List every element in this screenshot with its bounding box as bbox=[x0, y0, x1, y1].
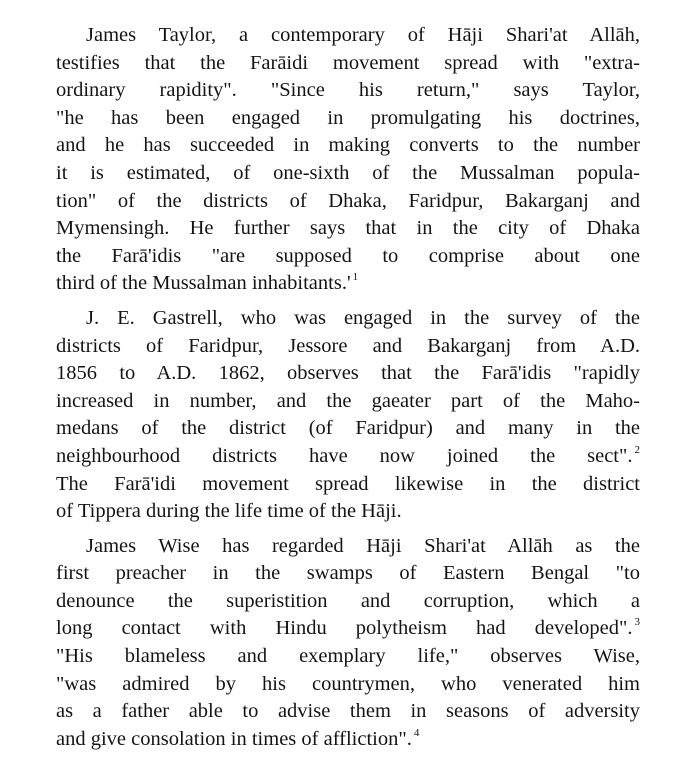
book-page-text bbox=[56, 22, 640, 760]
text-line: medans of the district (of Faridpur) and many in the bbox=[56, 417, 640, 440]
text-line: The Farā'idi movement spread likewise in the district bbox=[56, 472, 640, 495]
text-line bbox=[56, 615, 640, 643]
text-line bbox=[56, 270, 640, 298]
line-text: third of the Mussalman inhabitants.' bbox=[56, 272, 351, 295]
text-line bbox=[56, 443, 640, 471]
text-line: the Farā'idis "are supposed to comprise about one bbox=[56, 244, 640, 267]
text-line: "was admired by his countrymen, who venerated him bbox=[56, 672, 640, 695]
text-line: it is estimated, of one-sixth of the Mussalman popula- bbox=[56, 161, 640, 184]
text-line: ordinary rapidity". "Since his return," says Taylor, bbox=[56, 79, 640, 102]
text-line bbox=[56, 726, 640, 754]
text-line: of Tippera during the life time of the Hāji. bbox=[56, 500, 402, 523]
text-line: 1856 to A.D. 1862, observes that the Farā'idis "rapidly bbox=[56, 362, 640, 385]
footnote-marker: 2 bbox=[634, 443, 640, 456]
paragraph-wise bbox=[56, 533, 640, 754]
text-line: testifies that the Farāidi movement spread with "extra- bbox=[56, 51, 640, 74]
line-text: long contact with Hindu polytheism had developed". bbox=[56, 617, 633, 640]
text-line: denounce the superistition and corruption, which a bbox=[56, 589, 640, 612]
text-line: "His blameless and exemplary life," observes Wise, bbox=[56, 645, 640, 668]
text-line: and he has succeeded in making converts to the number bbox=[56, 134, 640, 157]
text-line: James Wise has regarded Hāji Shari'at Allāh as the bbox=[86, 534, 640, 557]
footnote-marker: 4 bbox=[413, 726, 420, 739]
paragraph-taylor bbox=[56, 22, 640, 298]
text-line: J. E. Gastrell, who was engaged in the survey of the bbox=[86, 306, 640, 329]
text-line: first preacher in the swamps of Eastern Bengal "to bbox=[56, 562, 640, 585]
text-line: Mymensingh. He further says that in the city of Dhaka bbox=[56, 217, 640, 240]
line-text: neighbourhood districts have now joined the sect". bbox=[56, 444, 633, 467]
paragraph-gastrell bbox=[56, 305, 640, 526]
text-line: increased in number, and the gaeater part of the Maho- bbox=[56, 389, 640, 412]
text-line: as a father able to advise them in seasons of adversity bbox=[56, 700, 640, 723]
text-line: James Taylor, a contemporary of Hāji Shari'at Allāh, bbox=[86, 24, 640, 46]
text-line: districts of Faridpur, Jessore and Bakarganj from A.D. bbox=[56, 334, 640, 357]
line-text: and give consolation in times of affliction". bbox=[56, 727, 412, 750]
text-line: tion" of the districts of Dhaka, Faridpur, Bakarganj and bbox=[56, 189, 640, 212]
text-line: "he has been engaged in promulgating his doctrines, bbox=[56, 106, 640, 129]
footnote-marker: 1 bbox=[352, 271, 359, 284]
footnote-marker: 3 bbox=[634, 616, 640, 629]
